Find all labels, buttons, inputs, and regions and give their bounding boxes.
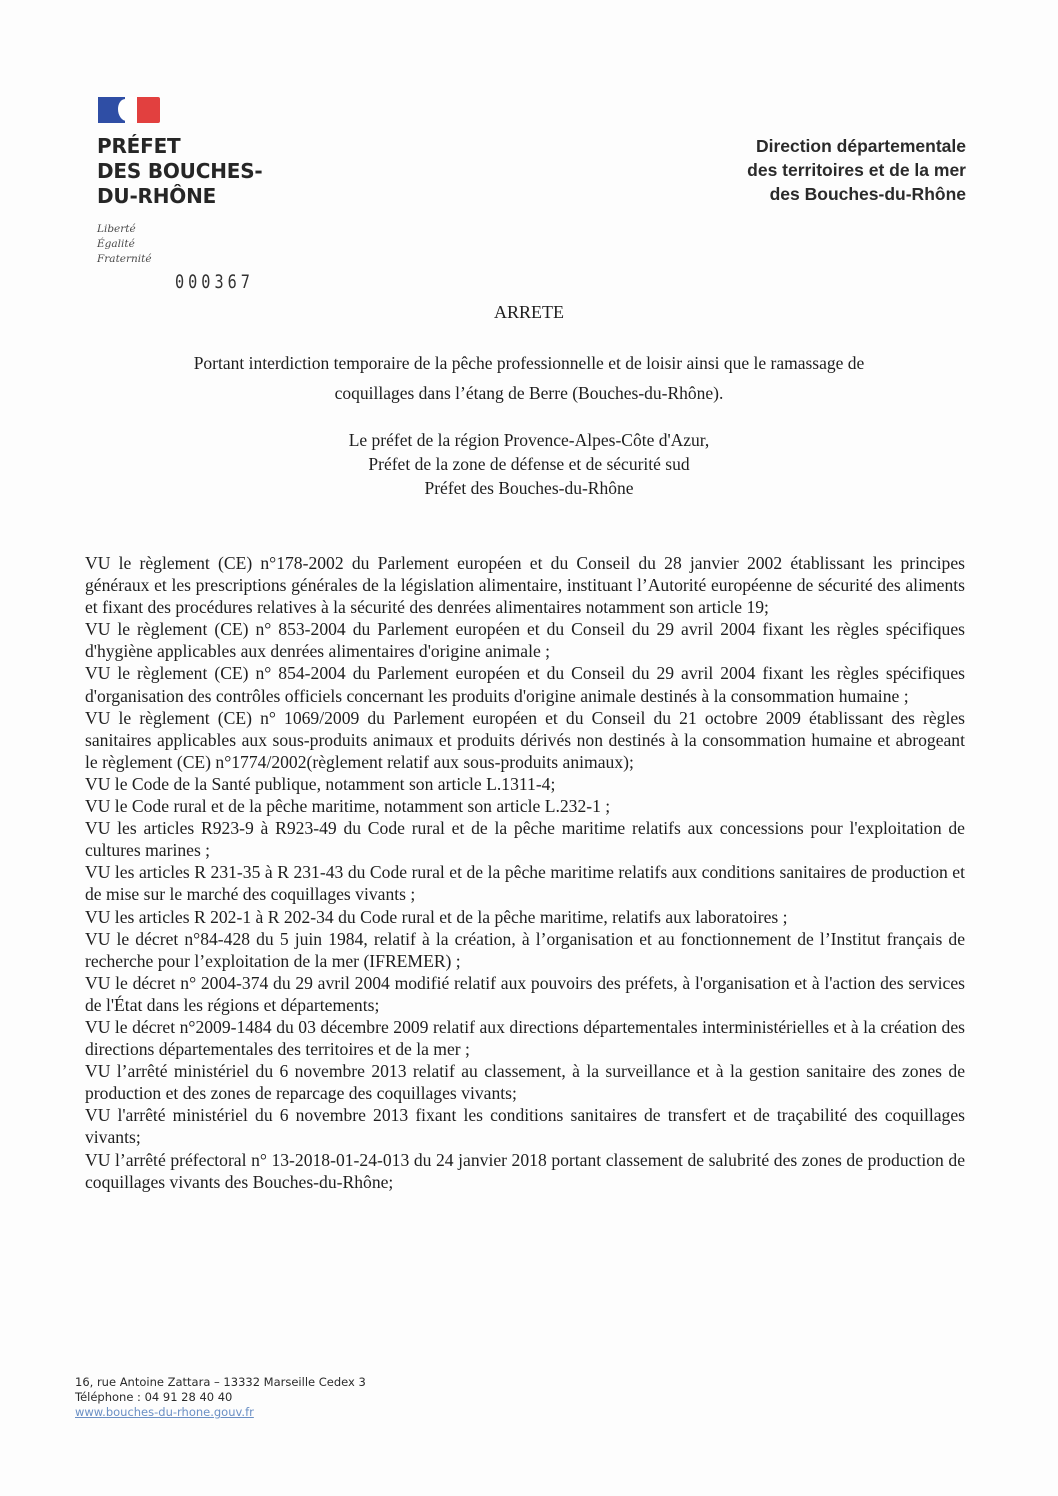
prefecture-line: DU-RHÔNE	[97, 184, 217, 208]
authority-line: Le préfet de la région Provence-Alpes-Côte d'Azur,	[348, 430, 710, 450]
subject-line: Portant interdiction temporaire de la pêche professionnelle et de loisir ainsi que le ramassage de	[193, 353, 865, 373]
marianne-profile-icon	[118, 99, 134, 121]
visa-paragraph: VU l’arrêté ministériel du 6 novembre 2013 relatif au classement, à la surveillance et à la gestion sanitaire des zones de production et des zones de reparcage des coquillages vivants;	[85, 1061, 965, 1104]
visa-paragraph: VU les articles R923-9 à R923-49 du Code rural et de la pêche maritime relatifs aux concessions pour l'exploitation de cultures marines ;	[85, 818, 965, 861]
direction-line: Direction départementale	[755, 136, 966, 156]
prefecture-line: PRÉFET	[97, 134, 181, 158]
visa-paragraph: VU le décret n° 2004-374 du 29 avril 2004 modifié relatif aux pouvoirs des préfets, à l'organisation et à l'action des services de l'État dans les régions et départements;	[85, 972, 965, 1015]
visa-paragraph: VU le règlement (CE) n°178-2002 du Parlement européen et du Conseil du 28 janvier 2002 établissant les principes généraux et les prescriptions générales de la législation alimentaire, instituant l’Autorité européenne de sécurité des aliments et fixant des procédures relatives à la sécurité des denrées alimentaires notamment son article 19;	[85, 553, 965, 618]
issuing-authority	[80, 428, 978, 500]
subject-line: coquillages dans l’étang de Berre (Bouches-du-Rhône).	[334, 383, 724, 403]
motto-line: Liberté	[97, 223, 136, 235]
footer-phone: Téléphone : 04 91 28 40 40	[75, 1390, 233, 1404]
visa-paragraph: VU le Code rural et de la pêche maritime, notamment son article L.232-1 ;	[85, 796, 611, 817]
register-number-stamp: 000367	[175, 271, 254, 293]
visa-paragraph: VU les articles R 231-35 à R 231-43 du Code rural et de la pêche maritime relatifs aux conditions sanitaires de production et de mise sur le marché des coquillages vivants ;	[85, 862, 965, 905]
visa-paragraph: VU l'arrêté ministériel du 6 novembre 2013 fixant les conditions sanitaires de transfert et de traçabilité des coquillages vivants;	[85, 1105, 965, 1148]
visa-paragraph: VU le règlement (CE) n° 854-2004 du Parlement européen et du Conseil du 29 avril 2004 fixant les règles spécifiques d'organisation des contrôles officiels concernant les produits d'origine animale destinés à la consommation humaine ;	[85, 663, 965, 706]
marianne-logo-icon	[98, 97, 162, 124]
prefecture-line: DES BOUCHES-	[97, 159, 263, 183]
visa-paragraph: VU le Code de la Santé publique, notamment son article L.1311-4;	[85, 773, 556, 794]
visa-paragraph: VU le règlement (CE) n° 1069/2009 du Parlement européen et du Conseil du 21 octobre 2009 établissant des règles sanitaires applicables aux sous-produits animaux et produits dérivés non destinés à la consommation humaine et abrogeant le règlement (CE) n°1774/2002(règlement relatif aux sous-produits animaux);	[85, 707, 965, 772]
motto-line: Égalité	[97, 238, 135, 250]
legal-references	[85, 552, 965, 1193]
motto-line: Fraternité	[97, 253, 152, 265]
visa-paragraph: VU le décret n°84-428 du 5 juin 1984, relatif à la création, à l’organisation et au fonctionnement de l’Institut français de recherche pour l’exploitation de la mer (IFREMER) ;	[85, 928, 965, 971]
visa-paragraph: VU le règlement (CE) n° 853-2004 du Parlement européen et du Conseil du 29 avril 2004 fixant les règles spécifiques d'hygiène applicables aux denrées alimentaires d'origine animale ;	[85, 619, 965, 662]
direction-line: des Bouches-du-Rhône	[769, 184, 966, 204]
direction-line: des territoires et de la mer	[747, 160, 966, 180]
issuing-direction	[747, 134, 966, 206]
visa-paragraph: VU le décret n°2009-1484 du 03 décembre 2009 relatif aux directions départementales interministérielles et à la création des directions départementales des territoires et de la mer ;	[85, 1016, 965, 1060]
footer-website-link[interactable]: www.bouches-du-rhone.gouv.fr	[75, 1405, 254, 1419]
prefecture-name	[97, 134, 263, 209]
authority-line: Préfet de la zone de défense et de sécurité sud	[368, 454, 690, 474]
document-title: ARRETE	[494, 302, 564, 322]
footer-address: 16, rue Antoine Zattara – 13332 Marseille Cedex 3	[75, 1375, 366, 1389]
flag-red-band	[137, 97, 160, 123]
document-subject	[80, 348, 978, 408]
authority-line: Préfet des Bouches-du-Rhône	[424, 478, 634, 498]
footer-contact	[75, 1375, 366, 1420]
visa-paragraph: VU les articles R 202-1 à R 202-34 du Code rural et de la pêche maritime, relatifs aux laboratoires ;	[85, 906, 788, 927]
republic-motto	[97, 222, 152, 267]
visa-paragraph: VU l’arrêté préfectoral n° 13-2018-01-24-013 du 24 janvier 2018 portant classement de salubrité des zones de production de coquillages vivants des Bouches-du-Rhône;	[85, 1149, 965, 1192]
